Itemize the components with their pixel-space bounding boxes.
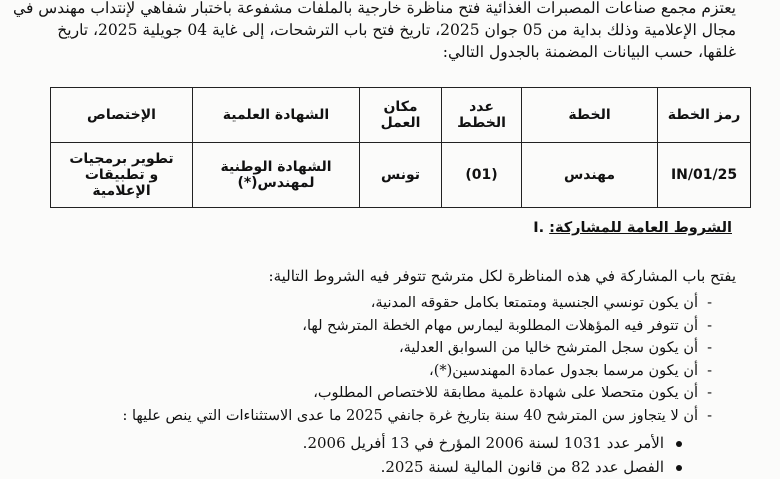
intro-line-3: غلقها، حسب البيانات المضمنة بالجدول التالي:	[442, 43, 736, 61]
exception-text: الفصل عدد 82 من قانون المالية لسنة 2025.	[380, 458, 664, 476]
list-item: -أن يكون تونسي الجنسية ومتمتعا بكامل حقوقه المدنية،	[370, 295, 712, 311]
exception-text: الأمر عدد 1031 لسنة 2006 المؤرخ في 13 أفريل 2006.	[302, 434, 664, 452]
intro-line-2: مجال الإعلامية وذلك بداية من 05 جوان 2025، تاريخ فتح باب الترشحات، إلى غاية 04 جويلية 2025، تاريخ	[57, 21, 736, 39]
section-heading	[495, 220, 732, 236]
header-plan: الخطة	[522, 88, 658, 143]
table-row	[51, 143, 751, 208]
condition-text: أن يكون تونسي الجنسية ومتمتعا بكامل حقوقه المدنية،	[370, 295, 698, 311]
condition-text: أن لا يتجاوز سن المترشح 40 سنة بتاريخ غرة جانفي 2025 ما عدى الاستثناءات التي ينص عليها :	[122, 407, 698, 424]
specialty-line-1: تطوير برمجيات	[69, 151, 174, 167]
list-item: -أن يكون متحصلا على شهادة علمية مطابقة للاختصاص المطلوب،	[313, 385, 712, 401]
header-certificate: الشهادة العلمية	[193, 88, 360, 143]
section-number: I.	[533, 220, 545, 236]
list-item: -أن لا يتجاوز سن المترشح 40 سنة بتاريخ غرة جانفي 2025 ما عدى الاستثناءات التي ينص عليها :	[122, 407, 712, 424]
header-work-location: مكان العمل	[360, 88, 442, 143]
condition-text: أن تتوفر فيه المؤهلات المطلوبة ليمارس مهام الخطة المترشح لها،	[302, 317, 698, 334]
intro-paragraph	[13, 0, 736, 63]
condition-text: أن يكون مرسما بجدول عمادة المهندسين(*)،	[429, 362, 698, 379]
list-item: -أن يكون مرسما بجدول عمادة المهندسين(*)،	[429, 362, 712, 379]
header-specialty: الإختصاص	[51, 88, 193, 143]
positions-table	[50, 87, 751, 208]
list-item	[303, 431, 682, 455]
condition-text: أن يكون متحصلا على شهادة علمية مطابقة للاختصاص المطلوب،	[313, 385, 698, 401]
header-plan-count: عدد الخطط	[442, 88, 522, 143]
table-header-row	[51, 88, 751, 143]
bullet-icon	[676, 441, 682, 447]
cell-plan-code: IN/01/25	[658, 143, 751, 208]
cell-plan: مهندس	[522, 143, 658, 208]
condition-text: أن يكون سجل المترشح خاليا من السوابق العدلية،	[398, 340, 698, 356]
exceptions-list	[303, 431, 682, 479]
conditions-intro: يفتح باب المشاركة في هذه المناظرة لكل مترشح تتوفر فيه الشروط التالية:	[268, 267, 736, 285]
cell-specialty	[51, 143, 193, 208]
bullet-icon	[676, 465, 682, 471]
cell-plan-count: (01)	[442, 143, 522, 208]
list-item	[303, 455, 682, 479]
conditions-list	[123, 292, 713, 427]
specialty-line-2: و تطبيقات الإعلامية	[84, 167, 159, 199]
section-title: الشروط العامة للمشاركة:	[549, 220, 732, 236]
list-item: -أن يكون سجل المترشح خاليا من السوابق العدلية،	[398, 340, 712, 356]
cell-certificate: الشهادة الوطنية لمهندس(*)	[193, 143, 360, 208]
list-item: -أن تتوفر فيه المؤهلات المطلوبة ليمارس مهام الخطة المترشح لها،	[302, 317, 712, 334]
cell-work-location: تونس	[360, 143, 442, 208]
intro-line-1: يعتزم مجمع صناعات المصبرات الغذائية فتح مناظرة خارجية بالملفات مشفوعة باختبار شفاهي لإنتداب مهندس في	[13, 0, 736, 17]
header-plan-code: رمز الخطة	[658, 88, 751, 143]
